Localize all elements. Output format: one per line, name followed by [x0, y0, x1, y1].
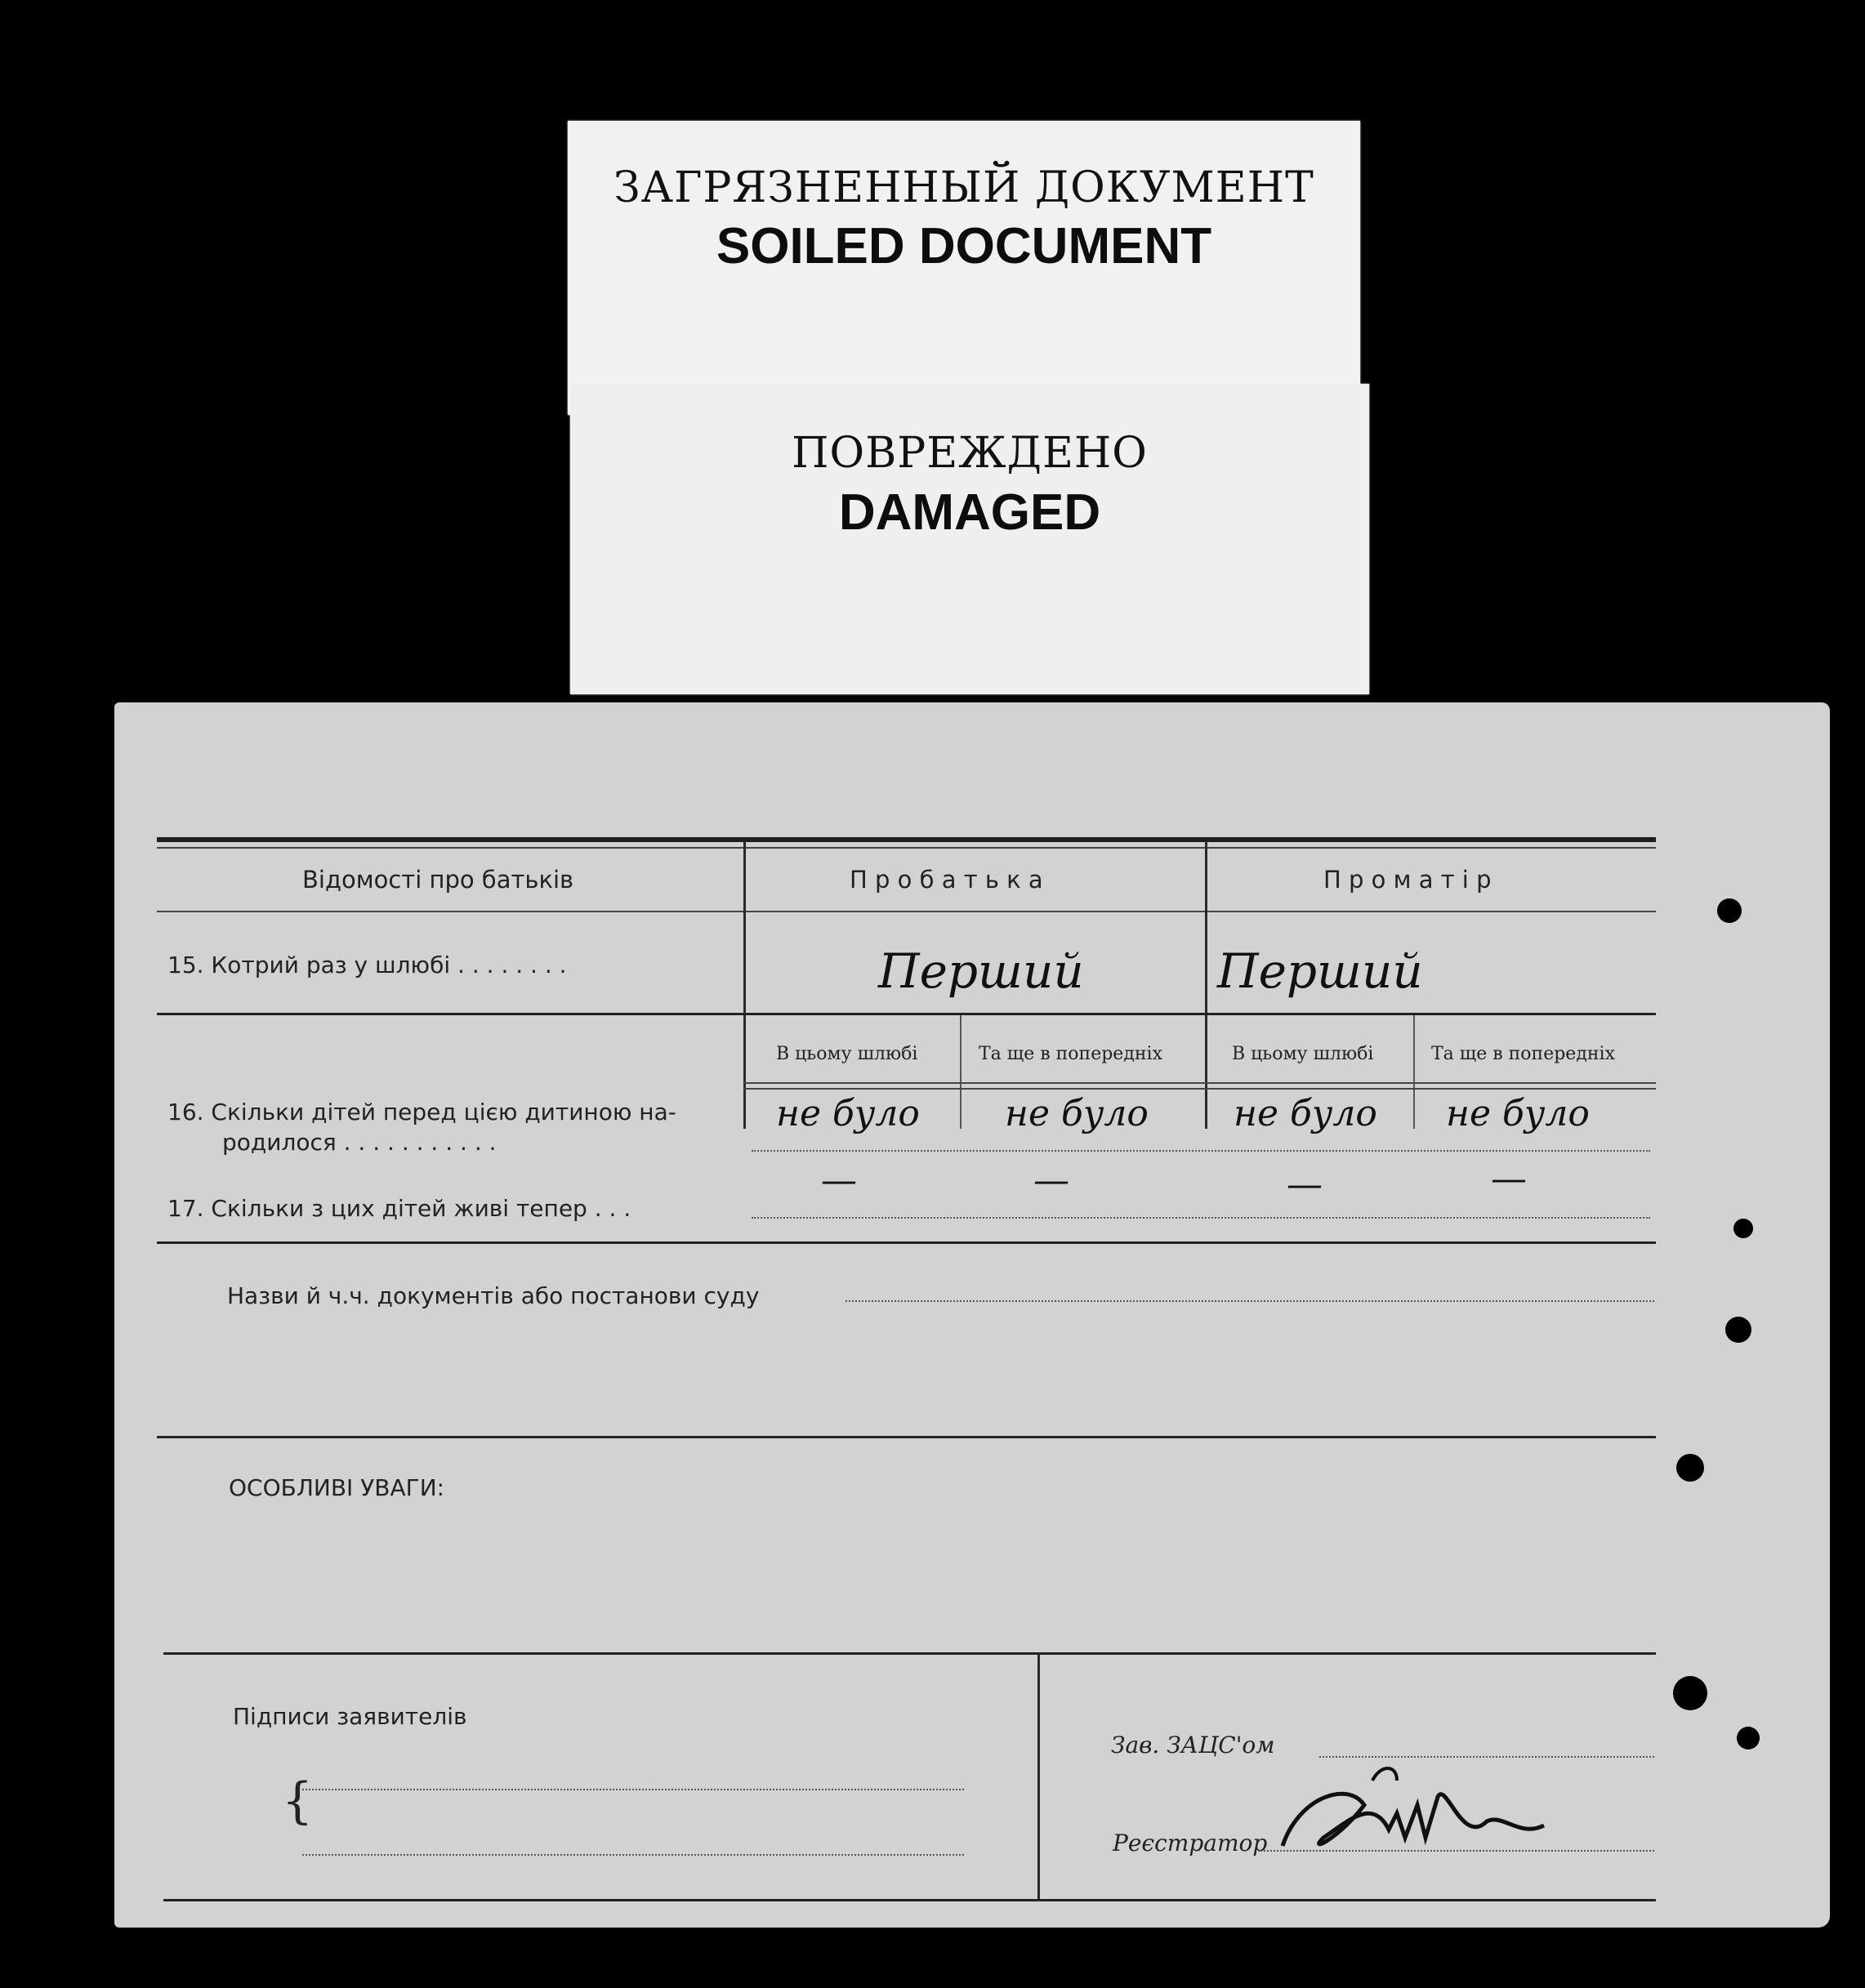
row16-value-father-prev: не було	[1005, 1093, 1149, 1134]
divider-mother-sub	[1413, 1014, 1415, 1129]
row17-value-father-this: —	[821, 1160, 857, 1201]
documents-line	[845, 1300, 1654, 1302]
punch-hole	[1725, 1317, 1751, 1343]
remarks-bottom-rule	[163, 1652, 1656, 1655]
documents-label: Назви й ч.ч. документів або постанови суду	[227, 1282, 760, 1309]
subheader-mother-prev: Та ще в попередніх	[1431, 1044, 1615, 1064]
form-bottom-rule	[163, 1899, 1656, 1901]
row16-dotted-rule	[752, 1150, 1650, 1152]
applicant-signature-line-2	[302, 1854, 964, 1856]
row16-value-father-this: не було	[776, 1093, 920, 1134]
subheader-father-prev: Та ще в попередніх	[979, 1044, 1162, 1064]
table-top-rule-2	[157, 847, 1656, 849]
subheader-father-this: В цьому шлюбі	[776, 1044, 918, 1064]
row17-value-mother-this: —	[1287, 1164, 1323, 1206]
row17-label: 17. Скільки з цих дітей живі тепер . . .	[167, 1195, 631, 1222]
header-parents-info: Відомості про батьків	[302, 866, 574, 894]
table-top-rule	[157, 837, 1656, 842]
punch-hole	[1733, 1219, 1753, 1238]
signature-divider	[1037, 1654, 1040, 1899]
damaged-label-en: DAMAGED	[838, 484, 1101, 541]
damaged-label-ru: ПОВРЕЖДЕНО	[792, 429, 1148, 478]
soiled-document-card	[568, 121, 1360, 415]
header-about-father: П р о б а т ь к а	[850, 866, 1043, 894]
punch-hole	[1676, 1454, 1704, 1482]
row16-label-line2: родилося . . . . . . . . . . .	[222, 1129, 497, 1156]
registration-form-sheet	[114, 702, 1830, 1928]
registrar-signature	[1274, 1748, 1617, 1879]
punch-hole	[1673, 1676, 1707, 1710]
row16-value-mother-this: не було	[1234, 1093, 1377, 1134]
applicants-signatures-label: Підписи заявителів	[233, 1703, 467, 1730]
signature-brace: {	[282, 1772, 314, 1830]
row16-label-line1: 16. Скільки дітей перед цією дитиною на-	[167, 1099, 676, 1125]
punch-hole	[1737, 1727, 1760, 1750]
damaged-document-card	[570, 384, 1369, 694]
row15-father-value: Перший	[878, 943, 1084, 999]
header-about-mother: П р о м а т і р	[1323, 866, 1492, 894]
punch-hole	[1717, 898, 1742, 923]
soiled-label-ru: ЗАГРЯЗНЕННЫЙ ДОКУМЕНТ	[613, 163, 1314, 212]
divider-father-sub	[960, 1014, 962, 1129]
row16-value-mother-prev: не було	[1446, 1093, 1590, 1134]
documents-bottom-rule	[157, 1436, 1656, 1438]
header-bottom-rule	[157, 911, 1656, 912]
row15-bottom-rule	[157, 1013, 1656, 1015]
divider-father	[743, 841, 746, 1129]
subheader-rule-2	[743, 1088, 1656, 1090]
remarks-label: ОСОБЛИВІ УВАГИ:	[229, 1474, 445, 1501]
soiled-label-en: SOILED DOCUMENT	[716, 218, 1212, 274]
row17-value-father-prev: —	[1033, 1160, 1069, 1201]
registrar-label: Реєстратор	[1113, 1830, 1268, 1857]
row15-mother-value: Перший	[1217, 943, 1423, 999]
table-bottom-rule	[157, 1241, 1656, 1244]
row17-value-mother-prev: —	[1491, 1158, 1527, 1200]
row15-label: 15. Котрий раз у шлюбі . . . . . . . .	[167, 952, 567, 978]
zags-head-label: Зав. ЗАЦС'ом	[1111, 1732, 1275, 1758]
subheader-rule	[743, 1082, 1656, 1084]
applicant-signature-line-1	[302, 1789, 964, 1790]
row17-dotted-rule	[752, 1217, 1650, 1219]
divider-mother	[1205, 841, 1207, 1129]
subheader-mother-this: В цьому шлюбі	[1232, 1044, 1374, 1064]
